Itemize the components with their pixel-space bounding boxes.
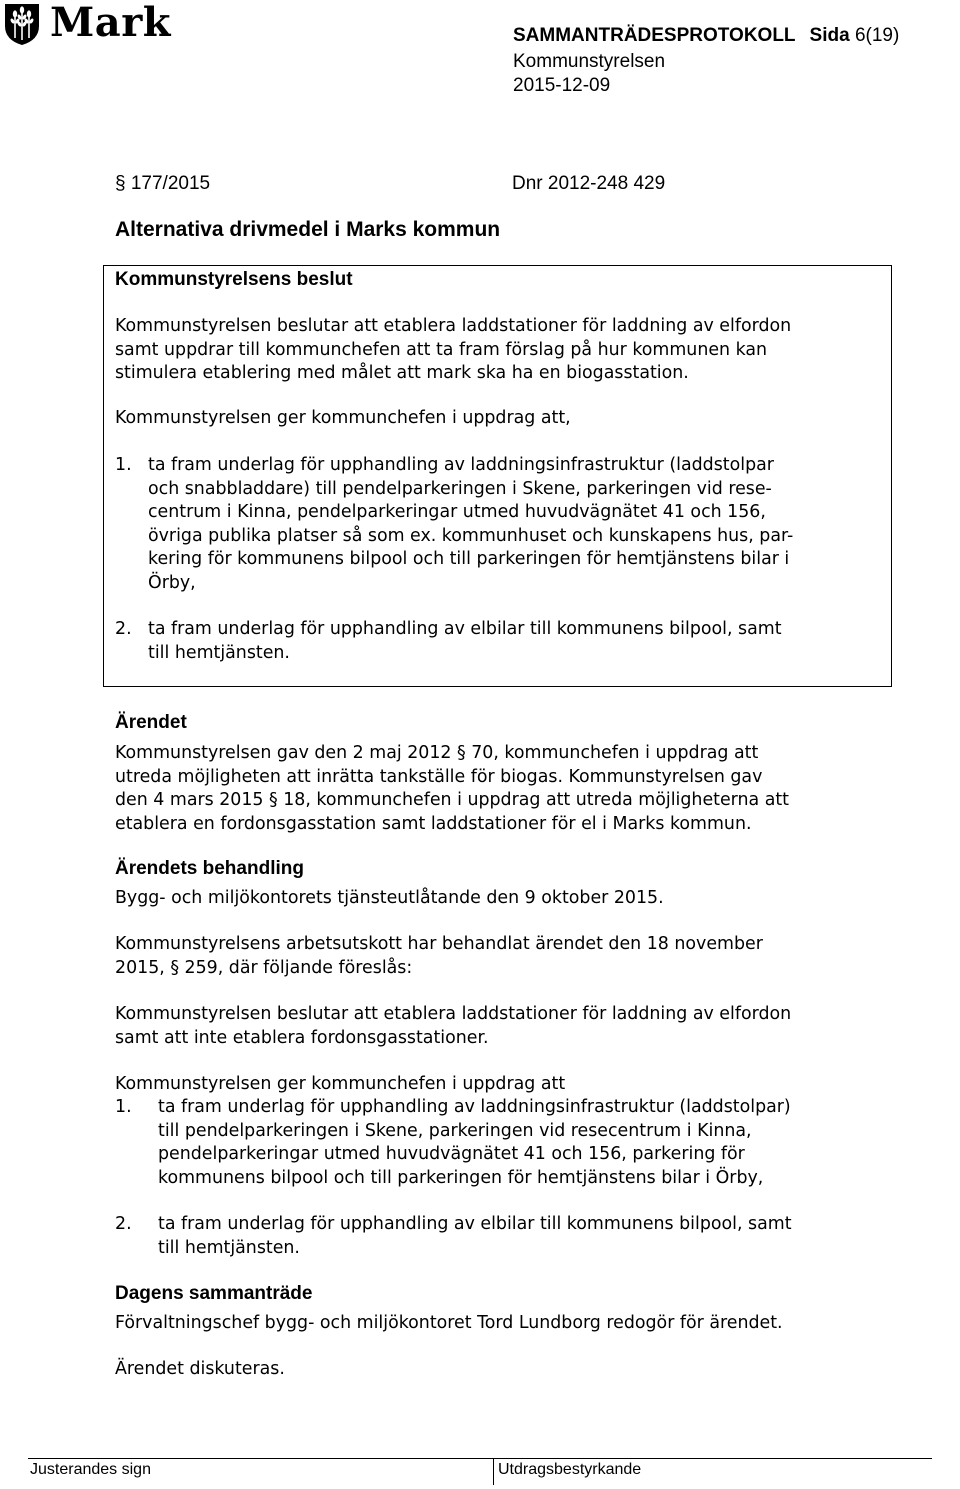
text-line: samt att inte etablera fordonsgasstationer. (115, 1027, 489, 1048)
text-line: centrum i Kinna, pendelparkeringar utmed huvudvägnätet 41 och 156, (148, 502, 766, 522)
text-line: Kommunstyrelsens arbetsutskott har behandlat ärendet den 18 november (115, 934, 763, 954)
wheat-crest-icon (2, 2, 42, 46)
text-line: utreda möjligheten att inrätta tankställe för biogas. Kommunstyrelsen gav (115, 766, 763, 787)
dagens-text: Förvaltningschef bygg- och miljökontoret Tord Lundborg redogör för ärendet. (115, 1313, 783, 1333)
text-line: samt uppdrar till kommunchefen att ta fram förslag på hur kommunen kan (115, 339, 768, 360)
behandling-basis: Bygg- och miljökontorets tjänsteutlåtande den 9 oktober 2015. (115, 888, 664, 908)
text-line: ta fram underlag för upphandling av laddningsinfrastruktur (laddstolpar) (158, 1097, 791, 1117)
text-line: kering för kommunens bilpool och till parkeringen för hemtjänstens bilar i (148, 549, 790, 569)
footer-divider (493, 1458, 494, 1485)
proposal-text (115, 1003, 791, 1050)
text-line: Kommunstyrelsen beslutar att etablera laddstationer för laddning av elfordon (115, 316, 792, 336)
page-label: Sida (809, 25, 850, 46)
text-line: övriga publika platser så som ex. kommunhuset och kunskapens hus, par- (148, 525, 794, 546)
text-line: stimulera etablering med målet att mark ska ha en biogasstation. (115, 363, 689, 383)
decision-heading: Kommunstyrelsens beslut (115, 269, 353, 290)
body-name: Kommunstyrelsen (513, 51, 666, 72)
text-line: Örby, (148, 572, 196, 593)
text-line: pendelparkeringar utmed huvudvägnätet 41 och 156, parkering för (158, 1144, 745, 1164)
document-type-label: SAMMANTRÄDESPROTOKOLL (513, 25, 796, 46)
justerandes-sign: Justerandes sign (30, 1461, 151, 1478)
logo-wordmark: Mark (50, 0, 171, 46)
text-line: till hemtjänsten. (148, 642, 290, 663)
page-number: 6(19) (854, 25, 900, 46)
text-line: ta fram underlag för upphandling av elbilar till kommunens bilpool, samt (158, 1214, 792, 1234)
text-line: och snabbladdare) till pendelparkeringen i Skene, parkeringen vid rese- (148, 478, 772, 499)
arendet-text (115, 742, 789, 836)
text-line: till hemtjänsten. (158, 1237, 300, 1258)
item-number: 2. (115, 619, 132, 639)
item-number: 1. (115, 455, 132, 475)
case-number: § 177/2015 (115, 173, 211, 194)
text-line: kommunens bilpool och till parkeringen för hemtjänstens bilar i Örby, (158, 1167, 764, 1188)
text-line: till pendelparkeringen i Skene, parkeringen vid resecentrum i Kinna, (158, 1120, 752, 1141)
case-number-value: 177/2015 (130, 173, 211, 194)
footer-rule (28, 1458, 932, 1459)
registration-number: Dnr 2012-248 429 (512, 173, 666, 194)
utdragsbestyrkande: Utdragsbestyrkande (498, 1461, 642, 1478)
dagens-discussion: Ärendet diskuteras. (115, 1359, 285, 1379)
item-number: 1. (115, 1097, 132, 1117)
text-line: 2015, § 259, där följande föreslås: (115, 957, 413, 978)
decision-assignment: Kommunstyrelsen ger kommunchefen i uppdrag att, (115, 408, 571, 428)
text-line: Kommunstyrelsen gav den 2 maj 2012 § 70, kommunchefen i uppdrag att (115, 743, 759, 763)
behandling-heading: Ärendets behandling (115, 858, 304, 879)
text-line: etablera en fordonsgasstation samt laddstationer för el i Marks kommun. (115, 813, 752, 834)
text-line: Kommunstyrelsen beslutar att etablera laddstationer för laddning av elfordon (115, 1004, 792, 1024)
text-line: den 4 mars 2015 § 18, kommunchefen i uppdrag att utreda möjligheterna att (115, 790, 790, 810)
proposal-assignment: Kommunstyrelsen ger kommunchefen i uppdrag att (115, 1074, 566, 1094)
document-type (513, 24, 899, 48)
meeting-date: 2015-12-09 (513, 75, 611, 96)
au-text (115, 933, 763, 980)
item-number: 2. (115, 1214, 132, 1234)
dagens-heading: Dagens sammanträde (115, 1283, 313, 1304)
arendet-heading: Ärendet (115, 712, 187, 733)
decision-intro (115, 315, 791, 386)
case-title: Alternativa drivmedel i Marks kommun (115, 218, 501, 241)
text-line: ta fram underlag för upphandling av elbilar till kommunens bilpool, samt (148, 619, 782, 639)
text-line: ta fram underlag för upphandling av laddningsinfrastruktur (laddstolpar (148, 455, 774, 475)
